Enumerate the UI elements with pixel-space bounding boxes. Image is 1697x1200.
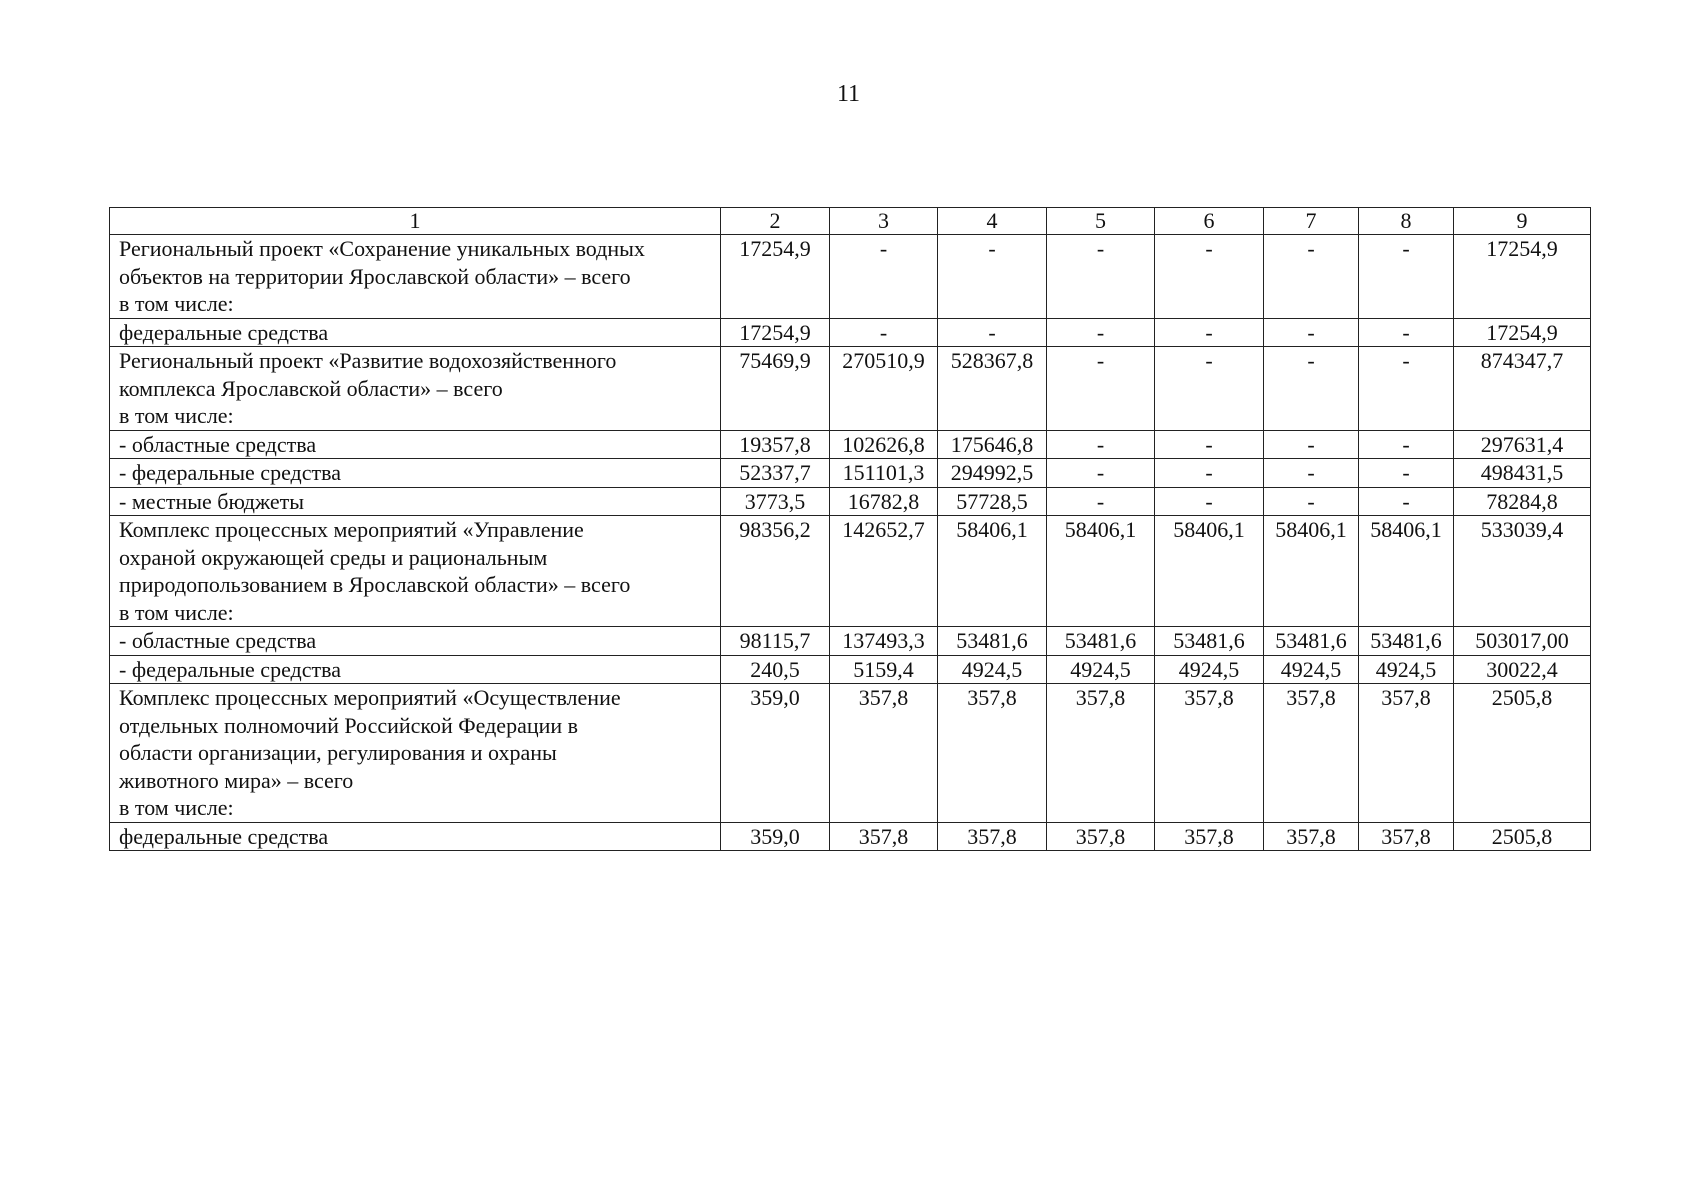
value-cell-col-6: 357,8 xyxy=(1155,684,1264,823)
value-cell-col-7: 58406,1 xyxy=(1264,516,1359,627)
value-cell-col-9: 503017,00 xyxy=(1454,627,1591,656)
value-cell-col-6: - xyxy=(1155,235,1264,319)
row-label-line: Региональный проект «Сохранение уникальных водных xyxy=(119,236,645,261)
column-number-1: 1 xyxy=(110,208,721,235)
row-label-line: Комплекс процессных мероприятий «Управление xyxy=(119,517,584,542)
table-header-row xyxy=(110,208,1591,235)
value-cell-col-5: - xyxy=(1047,318,1155,347)
row-label-line: Региональный проект «Развитие водохозяйственного xyxy=(119,348,617,373)
value-cell-col-8: - xyxy=(1359,487,1454,516)
value-cell-col-3: 151101,3 xyxy=(830,459,938,488)
row-label xyxy=(110,487,721,516)
value-cell-col-8: 53481,6 xyxy=(1359,627,1454,656)
value-cell-col-7: 357,8 xyxy=(1264,822,1359,851)
value-cell-col-8: 357,8 xyxy=(1359,684,1454,823)
row-label-line: в том числе: xyxy=(119,403,234,428)
column-number-3: 3 xyxy=(830,208,938,235)
row-label xyxy=(110,235,721,319)
row-label-line: федеральные средства xyxy=(119,319,329,345)
value-cell-col-6: 53481,6 xyxy=(1155,627,1264,656)
value-cell-col-3: 142652,7 xyxy=(830,516,938,627)
value-cell-col-9: 498431,5 xyxy=(1454,459,1591,488)
row-label-line: - федеральные средства xyxy=(119,460,341,485)
value-cell-col-6: 58406,1 xyxy=(1155,516,1264,627)
table-row xyxy=(110,627,1591,656)
value-cell-col-7: - xyxy=(1264,459,1359,488)
value-cell-col-3: 357,8 xyxy=(830,684,938,823)
table-row xyxy=(110,459,1591,488)
value-cell-col-9: 297631,4 xyxy=(1454,430,1591,459)
value-cell-col-4: 53481,6 xyxy=(938,627,1047,656)
value-cell-col-2: 98356,2 xyxy=(721,516,830,627)
value-cell-col-4: 357,8 xyxy=(938,822,1047,851)
row-label-line: комплекса Ярославской области» – всего xyxy=(119,375,503,401)
value-cell-col-9: 17254,9 xyxy=(1454,235,1591,319)
value-cell-col-2: 98115,7 xyxy=(721,627,830,656)
table-row xyxy=(110,347,1591,431)
table-row xyxy=(110,655,1591,684)
table-row xyxy=(110,822,1591,851)
table-row xyxy=(110,487,1591,516)
row-label xyxy=(110,459,721,488)
value-cell-col-9: 17254,9 xyxy=(1454,318,1591,347)
value-cell-col-3: - xyxy=(830,235,938,319)
column-number-8: 8 xyxy=(1359,208,1454,235)
value-cell-col-4: 58406,1 xyxy=(938,516,1047,627)
value-cell-col-5: 53481,6 xyxy=(1047,627,1155,656)
value-cell-col-2: 75469,9 xyxy=(721,347,830,431)
value-cell-col-7: 4924,5 xyxy=(1264,655,1359,684)
value-cell-col-6: - xyxy=(1155,459,1264,488)
value-cell-col-9: 78284,8 xyxy=(1454,487,1591,516)
value-cell-col-9: 533039,4 xyxy=(1454,516,1591,627)
value-cell-col-8: - xyxy=(1359,430,1454,459)
value-cell-col-2: 17254,9 xyxy=(721,318,830,347)
value-cell-col-7: 53481,6 xyxy=(1264,627,1359,656)
value-cell-col-2: 17254,9 xyxy=(721,235,830,319)
value-cell-col-2: 359,0 xyxy=(721,684,830,823)
value-cell-col-4: - xyxy=(938,318,1047,347)
column-number-6: 6 xyxy=(1155,208,1264,235)
column-number-9: 9 xyxy=(1454,208,1591,235)
row-label-line: животного мира» – всего xyxy=(119,767,354,793)
value-cell-col-5: 357,8 xyxy=(1047,822,1155,851)
value-cell-col-4: 175646,8 xyxy=(938,430,1047,459)
row-label-line: в том числе: xyxy=(119,599,234,625)
value-cell-col-9: 2505,8 xyxy=(1454,684,1591,823)
table-row xyxy=(110,235,1591,319)
value-cell-col-8: - xyxy=(1359,459,1454,488)
value-cell-col-3: 137493,3 xyxy=(830,627,938,656)
row-label-line: в том числе: xyxy=(119,795,234,820)
row-label-line: охраной окружающей среды и рациональным xyxy=(119,544,548,570)
column-number-4: 4 xyxy=(938,208,1047,235)
value-cell-col-2: 359,0 xyxy=(721,822,830,851)
value-cell-col-6: - xyxy=(1155,487,1264,516)
row-label-line: области организации, регулирования и охраны xyxy=(119,740,557,765)
value-cell-col-9: 2505,8 xyxy=(1454,822,1591,851)
column-number-2: 2 xyxy=(721,208,830,235)
value-cell-col-4: 4924,5 xyxy=(938,655,1047,684)
value-cell-col-8: 357,8 xyxy=(1359,822,1454,851)
row-label-line: природопользованием в Ярославской области» – всего xyxy=(119,572,631,597)
table-row xyxy=(110,430,1591,459)
row-label-line: - областные средства xyxy=(119,431,317,457)
value-cell-col-5: 58406,1 xyxy=(1047,516,1155,627)
page-number: 11 xyxy=(836,81,861,107)
column-number-7: 7 xyxy=(1264,208,1359,235)
value-cell-col-6: - xyxy=(1155,318,1264,347)
value-cell-col-3: 16782,8 xyxy=(830,487,938,516)
value-cell-col-4: 294992,5 xyxy=(938,459,1047,488)
value-cell-col-5: 357,8 xyxy=(1047,684,1155,823)
row-label-line: Комплекс процессных мероприятий «Осуществление xyxy=(119,685,621,710)
value-cell-col-5: - xyxy=(1047,487,1155,516)
value-cell-col-9: 30022,4 xyxy=(1454,655,1591,684)
value-cell-col-8: 58406,1 xyxy=(1359,516,1454,627)
row-label-line: - федеральные средства xyxy=(119,656,341,682)
value-cell-col-4: 57728,5 xyxy=(938,487,1047,516)
row-label-line: в том числе: xyxy=(119,291,234,316)
row-label xyxy=(110,516,721,627)
table-row xyxy=(110,318,1591,347)
value-cell-col-3: 102626,8 xyxy=(830,430,938,459)
row-label-line: объектов на территории Ярославской области» – всего xyxy=(119,263,631,289)
value-cell-col-3: 270510,9 xyxy=(830,347,938,431)
value-cell-col-4: - xyxy=(938,235,1047,319)
row-label xyxy=(110,318,721,347)
value-cell-col-7: - xyxy=(1264,347,1359,431)
value-cell-col-8: - xyxy=(1359,347,1454,431)
value-cell-col-8: - xyxy=(1359,235,1454,319)
value-cell-col-5: - xyxy=(1047,235,1155,319)
value-cell-col-4: 357,8 xyxy=(938,684,1047,823)
row-label xyxy=(110,822,721,851)
value-cell-col-7: - xyxy=(1264,318,1359,347)
row-label xyxy=(110,684,721,823)
value-cell-col-5: - xyxy=(1047,347,1155,431)
value-cell-col-7: - xyxy=(1264,430,1359,459)
value-cell-col-7: 357,8 xyxy=(1264,684,1359,823)
value-cell-col-5: - xyxy=(1047,459,1155,488)
value-cell-col-6: 357,8 xyxy=(1155,822,1264,851)
value-cell-col-2: 19357,8 xyxy=(721,430,830,459)
value-cell-col-7: - xyxy=(1264,235,1359,319)
value-cell-col-8: 4924,5 xyxy=(1359,655,1454,684)
value-cell-col-2: 3773,5 xyxy=(721,487,830,516)
value-cell-col-3: 357,8 xyxy=(830,822,938,851)
row-label-line: федеральные средства xyxy=(119,823,329,849)
value-cell-col-6: - xyxy=(1155,347,1264,431)
value-cell-col-7: - xyxy=(1264,487,1359,516)
row-label xyxy=(110,655,721,684)
row-label xyxy=(110,430,721,459)
value-cell-col-5: - xyxy=(1047,430,1155,459)
table-row xyxy=(110,516,1591,627)
value-cell-col-2: 52337,7 xyxy=(721,459,830,488)
table-row xyxy=(110,684,1591,823)
value-cell-col-5: 4924,5 xyxy=(1047,655,1155,684)
row-label xyxy=(110,347,721,431)
value-cell-col-9: 874347,7 xyxy=(1454,347,1591,431)
value-cell-col-8: - xyxy=(1359,318,1454,347)
value-cell-col-3: 5159,4 xyxy=(830,655,938,684)
table-body xyxy=(110,208,1591,851)
value-cell-col-6: - xyxy=(1155,430,1264,459)
row-label xyxy=(110,627,721,656)
column-number-5: 5 xyxy=(1047,208,1155,235)
row-label-line: отдельных полномочий Российской Федерации в xyxy=(119,712,579,738)
value-cell-col-4: 528367,8 xyxy=(938,347,1047,431)
value-cell-col-3: - xyxy=(830,318,938,347)
funding-table xyxy=(109,207,1591,851)
row-label-line: - областные средства xyxy=(119,628,317,653)
value-cell-col-6: 4924,5 xyxy=(1155,655,1264,684)
row-label-line: - местные бюджеты xyxy=(119,488,305,514)
value-cell-col-2: 240,5 xyxy=(721,655,830,684)
